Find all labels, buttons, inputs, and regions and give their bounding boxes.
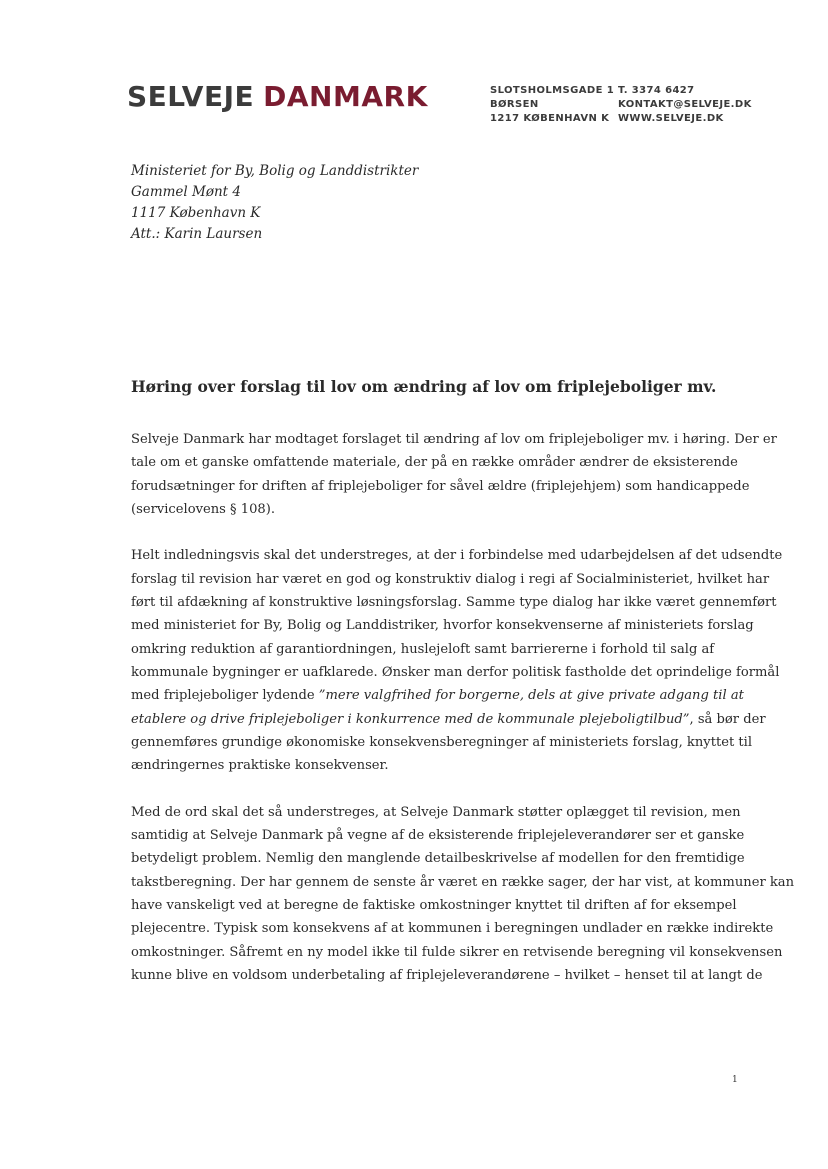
text-line: Med de ord skal det så understreges, at Selveje Danmark støtter oplægget til revision, men <box>131 804 741 820</box>
text-line: (servicelovens § 108). <box>131 501 276 517</box>
text-line: med ministeriet for By, Bolig og Landdistriker, hvorfor konsekvenserne af ministeriets forslag <box>131 618 754 634</box>
text-line: omkostninger. Såfremt en ny model ikke til fulde sikrer en retvisende beregning vil konsekvensen <box>131 944 783 960</box>
text-line: Selveje Danmark har modtaget forslaget til ændring af lov om friplejeboliger mv. i høring. Der er <box>131 432 777 447</box>
text-line: omkring reduktion af garantiordningen, huslejeloft samt barriererne i forhold til salg af <box>131 641 715 657</box>
recipient-address <box>131 161 418 245</box>
letterhead-contact <box>618 84 752 126</box>
text-line: have vanskeligt ved at beregne de faktiske omkostninger knyttet til driften af for eksempel <box>131 897 737 913</box>
text-segment: , så bør der <box>689 711 766 727</box>
email-line: KONTAKT@SELVEJE.DK <box>618 99 752 110</box>
text-line: ført til afdækning af konstruktive løsningsforslag. Samme type dialog har ikke været gennemført <box>131 595 777 611</box>
logo-word-danmark: DANMARK <box>263 80 428 113</box>
text-line: ændringernes praktiske konsekvenser. <box>131 758 389 774</box>
text-line: kunne blive en voldsom underbetaling af friplejeleverandørene – hvilket – henset til at langt de <box>131 967 763 983</box>
letter-heading: Høring over forslag til lov om ændring af lov om friplejeboliger mv. <box>131 377 717 396</box>
text-line: gennemføres grundige økonomiske konsekvensberegninger af ministeriets forslag, knyttet til <box>131 734 753 750</box>
text-line: plejecentre. Typisk som konsekvens af at kommunen i beregningen undlader en række indirekte <box>131 921 774 937</box>
address-line: SLOTSHOLMSGADE 1 <box>490 85 615 96</box>
text-line: takstberegning. Der har gennem de senste år været en række sager, der har vist, at kommuner kan <box>131 874 795 890</box>
text-line <box>131 708 766 731</box>
selveje-danmark-logo <box>127 80 428 114</box>
recipient-line: Att.: Karin Laursen <box>131 226 263 242</box>
text-line: betydeligt problem. Nemlig den manglende detailbeskrivelse af modellen for den fremtidige <box>131 851 745 867</box>
quote-text: etablere og drive friplejeboliger i konkurrence med de kommunale plejeboligtilbud” <box>131 711 690 727</box>
recipient-line: 1117 København K <box>131 205 261 221</box>
text-line: kommunale bygninger er uafklarede. Ønsker man derfor politisk fastholde det oprindelige formål <box>131 664 780 680</box>
text-line: tale om et ganske omfattende materiale, der på en række områder ændrer de eksisterende <box>131 455 738 471</box>
recipient-line: Ministeriet for By, Bolig og Landdistrikter <box>131 163 419 179</box>
text-line: forslag til revision har været en god og konstruktiv dialog i regi af Socialministeriet, hvilket har <box>131 571 770 587</box>
address-line: BØRSEN <box>490 99 539 110</box>
quote-text: ”mere valgfrihed for borgerne, dels at give private adgang til at <box>318 688 744 704</box>
letterhead-address <box>490 84 614 126</box>
text-line: Helt indledningsvis skal det understreges, at der i forbindelse med udarbejdelsen af det udsendte <box>131 548 783 564</box>
paragraph-2 <box>131 544 783 777</box>
paragraph-1 <box>131 428 777 521</box>
phone-line: T. 3374 6427 <box>618 85 695 96</box>
website-line: WWW.SELVEJE.DK <box>618 113 724 124</box>
text-line: forudsætninger for driften af friplejeboliger for såvel ældre (friplejehjem) som handicappede <box>131 478 750 494</box>
letter-body <box>131 428 795 1010</box>
address-line: 1217 KØBENHAVN K <box>490 113 610 124</box>
text-line <box>131 684 744 707</box>
recipient-line: Gammel Mønt 4 <box>131 184 241 200</box>
logo-word-selveje: SELVEJE <box>127 80 255 113</box>
paragraph-3 <box>131 801 795 987</box>
text-segment: med friplejeboliger lydende <box>131 688 319 704</box>
text-line: samtidig at Selveje Danmark på vegne af de eksisterende friplejeleverandører ser et ganske <box>131 828 745 844</box>
page-number: 1 <box>732 1075 738 1085</box>
